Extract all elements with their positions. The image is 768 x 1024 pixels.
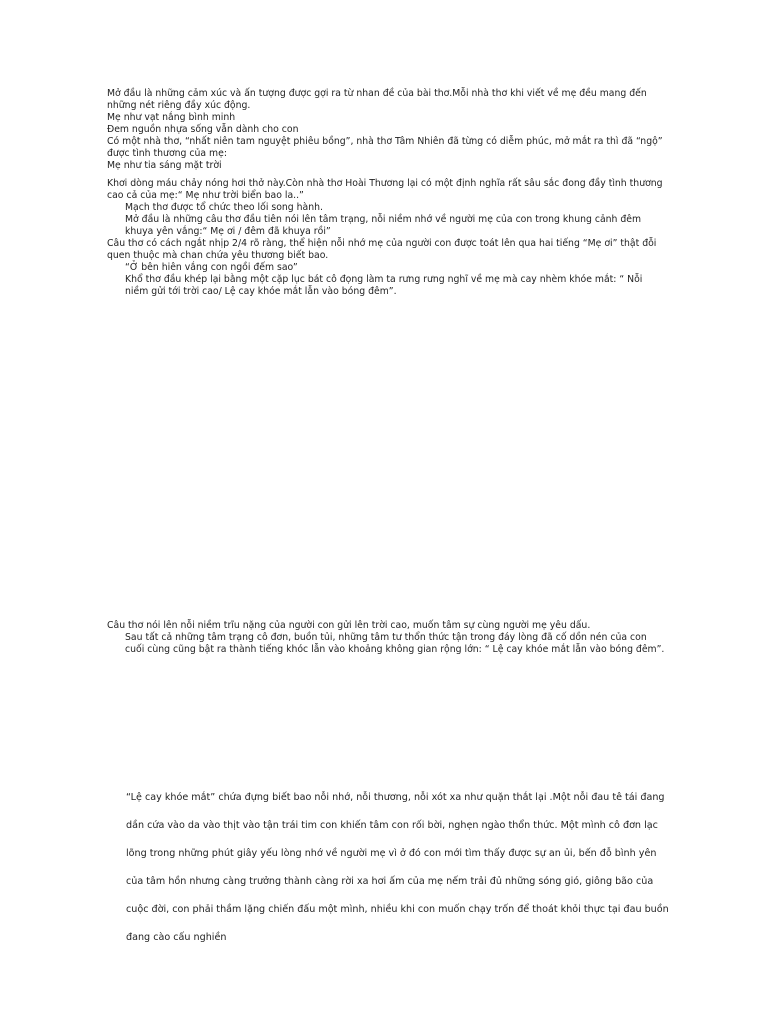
paragraph: Câu thơ nói lên nỗi niềm trĩu nặng của người con gửi lên trời cao, muốn tâm sự cùng người mẹ yêu dấu. xyxy=(107,620,591,631)
paragraph: Có một nhà thơ, “nhất niên tam nguyệt phiêu bồng”, nhà thơ Tâm Nhiên đã từng có diễm phúc, mở mắt ra thì đã “ngộ” được tình thương của mẹ: xyxy=(107,136,663,159)
paragraph: Mạch thơ được tổ chức theo lối song hành. xyxy=(125,202,323,213)
text-block xyxy=(107,620,667,656)
paragraph: Sau tất cả những tâm trạng cô đơn, buồn tủi, những tâm tư thổn thức tận trong đáy lòng đã cố dồn nén của con cuối cùng cũng bật ra thành tiếng khóc lẫn vào khoảng không gian rộng lớn: “ Lệ cay khóe mắt lẫn vào bóng đêm”. xyxy=(125,632,665,655)
paragraph: Đem nguồn nhựa sống vẫn dành cho con xyxy=(107,124,299,135)
paragraph: Câu thơ có cách ngắt nhịp 2/4 rõ ràng, thể hiện nỗi nhớ mẹ của người con được toát lên qua hai tiếng “Mẹ ơi” thật đỗi quen thuộc mà chan chứa yêu thương biết bao. xyxy=(107,238,657,261)
text-block xyxy=(108,784,670,952)
paragraph: Khổ thơ đầu khép lại bằng một cặp lục bát cô đọng làm ta rưng rưng nghĩ về mẹ mà cay nhèm khóe mắt: “ Nỗi niềm gửi tới trời cao/ Lệ cay khóe mắt lẫn vào bóng đêm”. xyxy=(125,274,643,297)
paragraph: Mở đầu là những câu thơ đầu tiên nói lên tâm trạng, nỗi niềm nhớ về người mẹ của con trong khung cảnh đêm khuya yên vắng:“ Mẹ ơi / đêm đã khuya rồi” xyxy=(125,214,642,237)
paragraph: “Ở bên hiên vắng con ngồi đếm sao” xyxy=(125,262,298,273)
text-block xyxy=(107,88,667,298)
paragraph: Mở đầu là những cảm xúc và ấn tượng được gợi ra từ nhan đề của bài thơ.Mỗi nhà thơ khi viết về mẹ đều mang đến những nét riêng đầy xúc động. xyxy=(107,88,647,111)
paragraph: “Lệ cay khóe mắt” chứa đựng biết bao nỗi nhớ, nỗi thương, nỗi xót xa như quặn thắt lại .Một nỗi đau tê tái đang dần cứa vào da vào thịt vào tận trái tim con khiến tâm con rối bời, nghẹn ngào thổn thức. Một mình cô đơn lạc lõng trong những phút giây yếu lòng nhớ về người mẹ vì ở đó con mới tìm thấy được sự an ủi, bến đỗ bình yên của tâm hồn nhưng càng trưởng thành càng rời xa hơi ấm của mẹ nếm trải đủ những sóng gió, giông bão của cuộc đời, con phải thầm lặng chiến đấu một mình, nhiều khi con muốn chạy trốn để thoát khỏi thực tại đau buồn đang cào cấu nghiền xyxy=(126,792,669,943)
paragraph: Khơi dòng máu chảy nóng hơi thở này.Còn nhà thơ Hoài Thương lại có một định nghĩa rất sâu sắc đong đầy tình thương cao cả của mẹ:“ Mẹ như trời biển bao la..” xyxy=(107,178,663,201)
paragraph: Mẹ như tia sáng mặt trời xyxy=(107,160,222,171)
paragraph: Mẹ như vạt nắng bình minh xyxy=(107,112,236,123)
